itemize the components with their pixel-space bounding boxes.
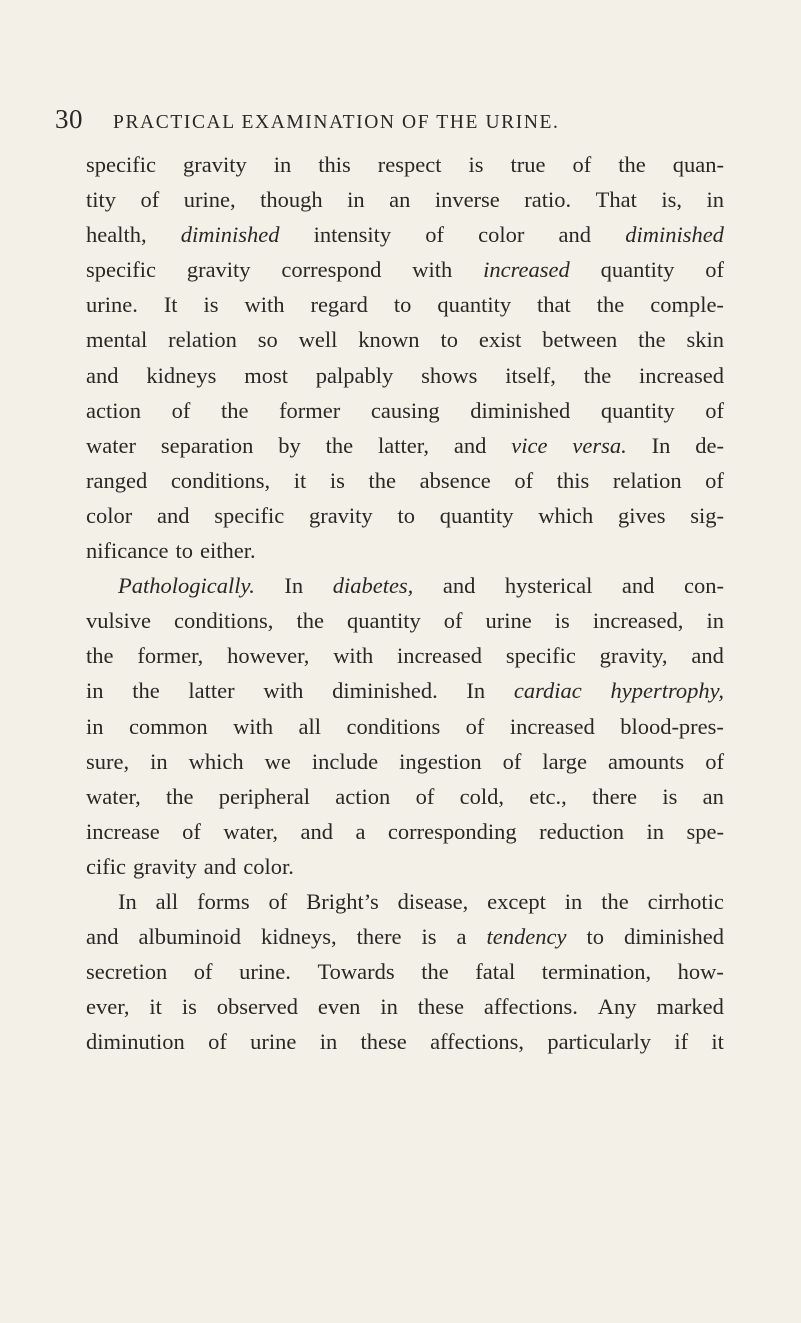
word: exist	[478, 327, 522, 353]
word: in	[706, 608, 724, 634]
word: ratio.	[524, 187, 572, 213]
word: known	[358, 327, 420, 353]
word: a	[355, 818, 366, 844]
word: and	[300, 818, 334, 844]
word: is	[468, 152, 484, 177]
word: kidneys,	[260, 924, 337, 950]
word: mental	[86, 327, 148, 353]
word: between	[542, 327, 618, 353]
word: however,	[227, 643, 310, 669]
word: gravity	[132, 853, 197, 879]
text-line	[86, 673, 724, 708]
word: tity	[86, 187, 117, 213]
word: diabetes,	[332, 573, 414, 599]
body-text	[86, 147, 724, 1059]
word: which	[188, 748, 244, 774]
word: particularly	[547, 1029, 652, 1055]
word: that	[537, 292, 571, 318]
word: of	[182, 818, 201, 844]
word: conditions,	[174, 608, 274, 634]
word: quantity	[346, 608, 421, 634]
text-line	[86, 814, 724, 849]
word: gravity	[182, 152, 247, 177]
word: diminished	[625, 222, 724, 248]
word: is	[329, 467, 345, 493]
word: well	[298, 327, 338, 353]
word: peripheral	[218, 783, 310, 809]
word: with	[244, 292, 285, 318]
word: either.	[199, 538, 256, 564]
word: in	[150, 748, 168, 774]
word: increased	[509, 713, 595, 739]
word: it	[149, 994, 162, 1020]
word: amounts	[607, 748, 685, 774]
word: is	[421, 924, 437, 950]
word: diminished	[180, 222, 280, 248]
word: how-	[677, 959, 724, 985]
word: of	[705, 397, 724, 423]
word: to	[393, 292, 412, 318]
word: That	[595, 187, 637, 213]
word: diminished	[470, 397, 571, 423]
word: secretion	[86, 959, 168, 985]
word: all	[155, 888, 179, 914]
word: separation	[160, 432, 254, 458]
word: true	[510, 152, 546, 177]
word: with	[233, 713, 274, 739]
word: and	[203, 853, 237, 879]
word: all	[298, 713, 322, 739]
page-number: 30	[55, 104, 83, 134]
word: in	[706, 187, 724, 213]
word: is	[181, 994, 197, 1020]
text-line	[86, 884, 724, 919]
word: respect	[377, 152, 442, 177]
word: inverse	[434, 187, 500, 213]
word: of	[502, 748, 522, 774]
word: is	[662, 783, 678, 809]
word: with	[263, 678, 304, 704]
word: a	[456, 924, 467, 950]
word: of	[514, 467, 534, 493]
word: con-	[683, 573, 724, 599]
word: so	[257, 327, 278, 353]
word: Any	[597, 994, 637, 1020]
word: increased	[483, 257, 570, 283]
word: sure,	[86, 748, 130, 774]
word: In	[284, 573, 304, 599]
word: cirrhotic	[647, 888, 724, 914]
word: common	[128, 713, 208, 739]
word: In	[118, 888, 137, 914]
word: there	[592, 783, 638, 809]
word: this	[318, 152, 351, 177]
word: diminished	[623, 924, 724, 950]
word: skin	[686, 327, 724, 353]
word: quantity	[439, 502, 514, 528]
running-head	[55, 104, 715, 138]
text-line	[86, 919, 724, 954]
word: the	[86, 643, 114, 669]
text-line	[86, 709, 724, 744]
word: these	[360, 1029, 407, 1055]
word: gravity	[186, 257, 251, 283]
word: specific	[86, 152, 156, 177]
word: ranged	[86, 467, 148, 493]
word: by	[278, 432, 301, 458]
word: quan-	[672, 152, 724, 177]
word: It	[163, 292, 178, 318]
word: albuminoid	[138, 924, 241, 950]
word: of	[425, 222, 445, 248]
word: in	[646, 818, 665, 844]
word: nificance	[86, 538, 169, 564]
word: quantity	[600, 257, 675, 283]
word: the	[596, 292, 625, 318]
word: and	[558, 222, 592, 248]
word: vice	[511, 432, 548, 458]
word: these	[417, 994, 464, 1020]
word: regard	[310, 292, 368, 318]
word: water,	[223, 818, 279, 844]
word: of	[268, 888, 288, 914]
word: health,	[86, 222, 147, 248]
word: in	[86, 678, 104, 704]
word: of	[465, 713, 485, 739]
word: correspond	[281, 257, 382, 283]
word: urine	[485, 608, 532, 634]
word: sig-	[690, 502, 724, 528]
word: reduction	[539, 818, 625, 844]
word: in	[347, 187, 365, 213]
text-line	[86, 989, 724, 1024]
word: relation	[168, 327, 237, 353]
text-line	[86, 147, 724, 182]
text-line	[86, 287, 724, 322]
word: increased	[397, 643, 482, 669]
word: the	[368, 467, 396, 493]
word: though	[260, 187, 323, 213]
text-line	[86, 638, 724, 673]
text-line	[86, 217, 724, 252]
word: former	[279, 397, 341, 423]
word: the	[220, 397, 249, 423]
word: the	[618, 152, 646, 177]
word: water,	[86, 783, 141, 809]
word: latter,	[378, 432, 429, 458]
word: increased,	[592, 608, 684, 634]
word: etc.,	[529, 783, 567, 809]
word: which	[538, 502, 594, 528]
word: of	[443, 608, 463, 634]
word: tendency	[486, 924, 567, 950]
text-line	[86, 954, 724, 989]
word: increased	[639, 362, 724, 388]
word: is	[554, 608, 570, 634]
word: of	[193, 959, 213, 985]
text-line	[86, 428, 724, 463]
word: quantity	[600, 397, 675, 423]
word: gravity,	[599, 643, 668, 669]
word: gravity	[308, 502, 373, 528]
word: corresponding	[387, 818, 517, 844]
word: former,	[137, 643, 204, 669]
word: ingestion	[399, 748, 482, 774]
word: affections.	[483, 994, 578, 1020]
word: the	[421, 959, 449, 985]
word: water	[86, 432, 136, 458]
word: causing	[370, 397, 440, 423]
word: blood-pres-	[620, 713, 724, 739]
word: cific	[86, 853, 126, 879]
text-line	[86, 568, 724, 603]
word: intensity	[313, 222, 392, 248]
text-line	[86, 182, 724, 217]
word: and	[442, 573, 476, 599]
word: absence	[419, 467, 491, 493]
word: large	[542, 748, 587, 774]
word: hypertrophy,	[610, 678, 724, 704]
word: the	[132, 678, 160, 704]
word: conditions,	[170, 467, 271, 493]
word: vulsive	[86, 608, 151, 634]
word: hysterical	[504, 573, 593, 599]
word: In	[651, 432, 671, 458]
word: action	[86, 397, 141, 423]
word: with	[412, 257, 453, 283]
text-line	[86, 603, 724, 638]
word: kidneys	[146, 362, 217, 388]
word: gives	[617, 502, 666, 528]
word: except	[487, 888, 546, 914]
word: to	[440, 327, 458, 353]
word: most	[244, 362, 288, 388]
word: affections,	[430, 1029, 524, 1055]
word: and	[453, 432, 487, 458]
word: to	[175, 538, 193, 564]
word: and	[86, 924, 119, 950]
word: there	[356, 924, 402, 950]
word: the	[638, 327, 666, 353]
word: we	[264, 748, 291, 774]
word: of	[705, 257, 724, 283]
word: urine.	[86, 292, 138, 318]
text-line	[86, 779, 724, 814]
word: diminished.	[332, 678, 438, 704]
word: of	[171, 397, 191, 423]
word: marked	[656, 994, 724, 1020]
word: and	[86, 362, 119, 388]
text-line	[86, 463, 724, 498]
word: the	[325, 432, 354, 458]
word: termination,	[541, 959, 652, 985]
word: quantity	[437, 292, 512, 318]
word: shows	[421, 362, 478, 388]
word: of	[705, 748, 724, 774]
text-line	[86, 1024, 724, 1059]
word: observed	[216, 994, 298, 1020]
word: in	[564, 888, 583, 914]
word: urine,	[183, 187, 236, 213]
word: the	[583, 362, 612, 388]
word: to	[397, 502, 415, 528]
word: is	[203, 292, 219, 318]
word: palpably	[315, 362, 394, 388]
word: specific	[505, 643, 576, 669]
word: of	[415, 783, 435, 809]
word: the	[166, 783, 194, 809]
text-line	[86, 849, 724, 884]
word: and	[691, 643, 724, 669]
word: color.	[243, 853, 294, 879]
word: ever,	[86, 994, 130, 1020]
word: de-	[695, 432, 724, 458]
word: of	[208, 1029, 227, 1055]
word: Pathologically.	[118, 573, 255, 599]
word: to	[586, 924, 604, 950]
word: this	[556, 467, 590, 493]
word: is,	[661, 187, 682, 213]
word: the	[296, 608, 324, 634]
word: include	[311, 748, 379, 774]
word: Bright’s	[306, 888, 379, 914]
text-line	[86, 322, 724, 357]
word: if	[674, 1029, 689, 1055]
word: action	[335, 783, 391, 809]
word: In	[466, 678, 486, 704]
word: it	[293, 467, 307, 493]
word: cardiac	[513, 678, 582, 704]
word: cold,	[459, 783, 504, 809]
word: in	[86, 713, 104, 739]
word: of	[572, 152, 592, 177]
word: an	[389, 187, 411, 213]
word: specific	[86, 257, 156, 283]
word: an	[702, 783, 724, 809]
text-line	[86, 744, 724, 779]
word: latter	[188, 678, 235, 704]
word: relation	[612, 467, 682, 493]
word: color	[478, 222, 525, 248]
text-line	[86, 358, 724, 393]
word: fatal	[475, 959, 516, 985]
word: even	[317, 994, 361, 1020]
text-line	[86, 393, 724, 428]
word: spe-	[686, 818, 724, 844]
word: comple-	[650, 292, 724, 318]
word: with	[333, 643, 374, 669]
word: in	[273, 152, 292, 177]
word: urine.	[239, 959, 291, 985]
word: and	[621, 573, 655, 599]
text-line	[86, 533, 724, 568]
word: in	[380, 994, 398, 1020]
word: of	[140, 187, 160, 213]
word: versa.	[572, 432, 627, 458]
word: of	[705, 467, 724, 493]
word: in	[319, 1029, 338, 1055]
word: conditions	[346, 713, 441, 739]
text-line	[86, 498, 724, 533]
text-line	[86, 252, 724, 287]
word: it	[711, 1029, 724, 1055]
word: itself,	[505, 362, 556, 388]
word: forms	[197, 888, 250, 914]
word: diminution	[86, 1029, 185, 1055]
word: and	[156, 502, 190, 528]
word: increase	[86, 818, 160, 844]
word: the	[601, 888, 629, 914]
word: color	[86, 502, 133, 528]
word: disease,	[397, 888, 469, 914]
running-title: PRACTICAL EXAMINATION OF THE URINE.	[113, 112, 560, 133]
word: specific	[214, 502, 285, 528]
word: Towards	[317, 959, 395, 985]
word: urine	[250, 1029, 297, 1055]
